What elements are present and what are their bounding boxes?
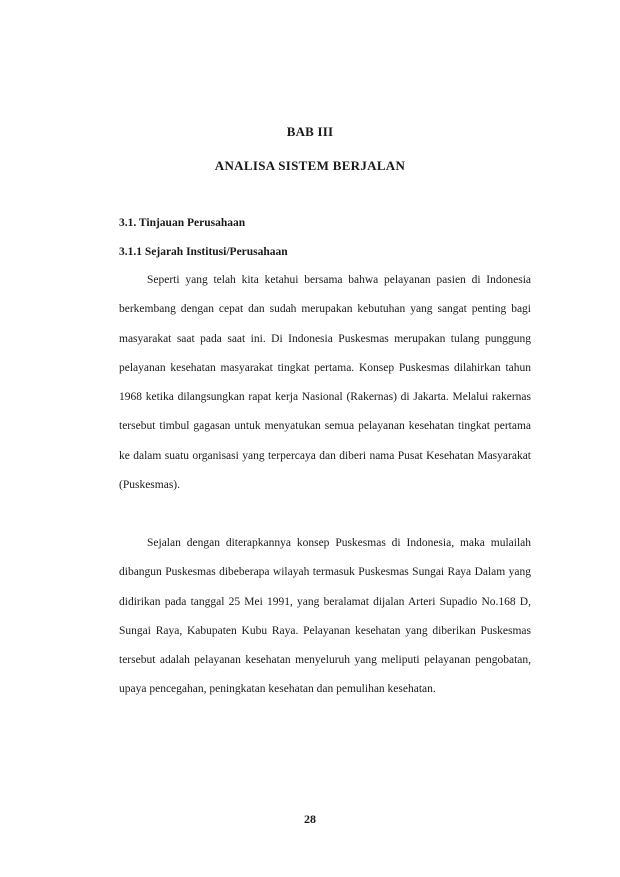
chapter-number: BAB III xyxy=(286,124,334,139)
subsection-heading-sejarah: 3.1.1 Sejarah Institusi/Perusahaan xyxy=(119,246,288,258)
section-heading-tinjauan: 3.1. Tinjauan Perusahaan xyxy=(119,217,246,229)
paragraph-2: Sejalan dengan diterapkannya konsep Puskesmas di Indonesia, maka mulailah dibangun Puskesmas dibeberapa wilayah termasuk Puskesmas Sungai Raya Dalam yang didirikan pada tanggal 25 Mei 1991, yang beralamat dijalan Arteri Supadio No.168 D, Sungai Raya, Kabupaten Kubu Raya. Pelayanan kesehatan yang diberikan Puskesmas tersebut adalah pelayanan kesehatan menyeluruh yang meliputi pelayanan pengobatan, upaya pencegahan, peningkatan kesehatan dan pemulihan kesehatan. xyxy=(119,537,531,696)
page-number: 28 xyxy=(304,812,316,826)
chapter-title: ANALISA SISTEM BERJALAN xyxy=(214,158,406,173)
paragraph-1: Seperti yang telah kita ketahui bersama bahwa pelayanan pasien di Indonesia berkembang dengan cepat dan sudah merupakan kebutuhan yang sangat penting bagi masyarakat saat pada saat ini. Di Indonesia Puskesmas merupakan tulang punggung pelayanan kesehatan masyarakat tingkat pertama. Konsep Puskesmas dilahirkan tahun 1968 ketika dilangsungkan rapat kerja Nasional (Rakernas) di Jakarta. Melalui rakernas tersebut timbul gagasan untuk menyatukan semua pelayanan kesehatan tingkat pertama ke dalam suatu organisasi yang terpercaya dan diberi nama Pusat Kesehatan Masyarakat (Puskesmas). xyxy=(119,274,531,492)
